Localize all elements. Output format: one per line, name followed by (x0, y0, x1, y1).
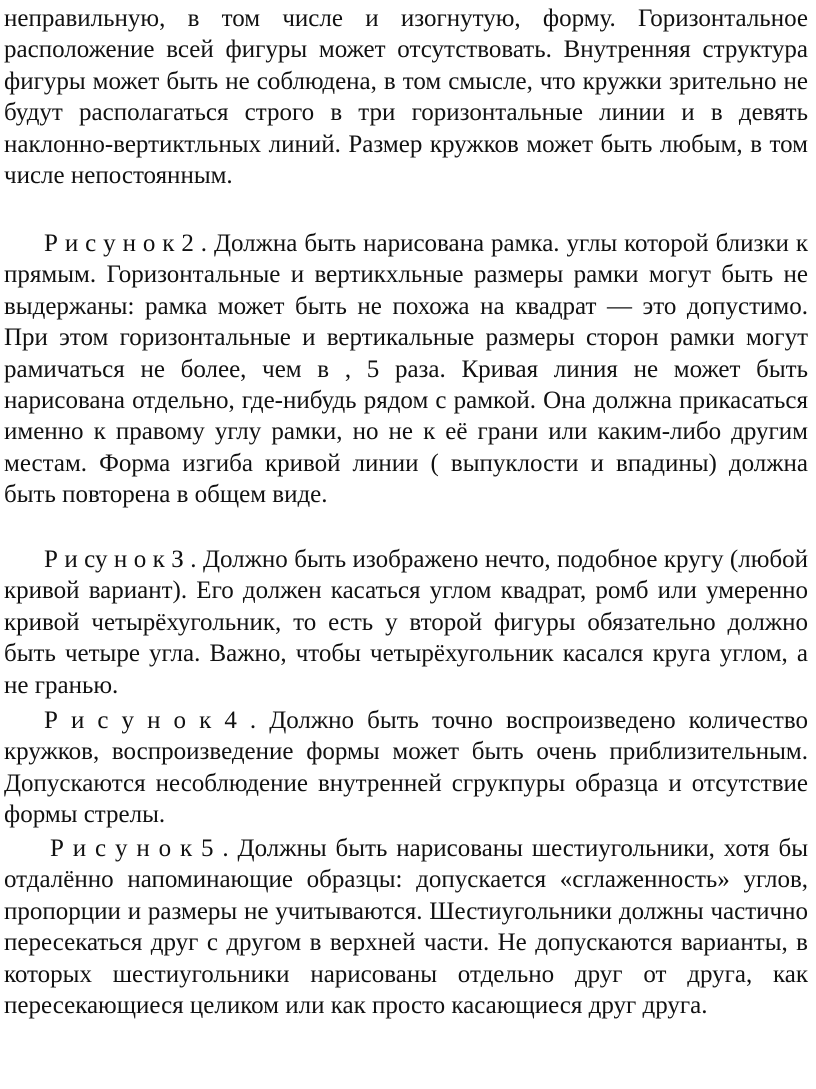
figure-3-label: Р и су н о к З . (44, 546, 197, 573)
paragraph-figure-3 (4, 544, 808, 701)
figure-5-label: Р и с у н о к 5 . (50, 835, 229, 862)
figure-4-label: Р и с у н о к 4 . (44, 707, 257, 734)
paragraph-figure-4 (4, 705, 808, 831)
paragraph-text: неправильную, в том числе и изогнутую, форму. Горизонтальное расположение всей фигуры может отсутствовать. Внутренняя структура фигуры может быть не соблюдена, в том смысле, что кружки зрительно не будут располагаться строго в три горизонтальные линии и в девять наклонно-вертиктльных линий. Размер кружков может быть любым, в том числе непостоянным. (4, 5, 808, 190)
paragraph-figure-5 (4, 833, 808, 1021)
paragraph-text: Должно быть изображено нечто, подобное кругу (любой кривой вариант). Его должен касаться углом квадрат, ромб или умеренно кривой четырёхугольник, то есть у второй фигуры обязательно должно быть четыре угла. Важно, чтобы четырёхугольник касался круга углом, а не гранью. (4, 546, 808, 699)
paragraph-figure-2 (4, 228, 808, 511)
paragraph-text: Должно быть точно воспроизведено количество кружков, воспроизведение формы может быть очень приблизительным. Допускаются несоблюдение внутренней сгрукпуры образца и отсутствие формы стрелы. (4, 707, 808, 829)
paragraph-figure-1-continuation (4, 3, 808, 191)
paragraph-text: Должны быть нарисованы шестиугольники, хотя бы отдалённо напоминающие образцы: допускается «сглаженность» углов, пропорции и размеры не учитываются. Шестиугольники должны частично пересекаться друг с другом в верхней части. Не допускаются варианты, в которых шестиугольники нарисованы отдельно друг от друга, как пересекающиеся целиком или как просто касающиеся друг друга. (4, 835, 808, 1020)
figure-2-label: Р и с у н о к 2 . (44, 230, 208, 257)
paragraph-text: Должна быть нарисована рамка. углы которой близки к прямым. Горизонтальные и вертикхльные размеры рамки могут быть не выдержаны: рамка может быть не похожа на квадрат — это допустимо. При этом горизонтальные и вертикальные размеры сторон рамки могут рамичаться не более, чем в , 5 раза. Кривая линия не может быть нарисована отдельно, где-нибудь рядом с рамкой. Она должна прикасаться именно к правому углу рамки, но не к её грани или каким-либо другим местам. Форма изгиба кривой линии ( выпуклости и впадины) должна быть повторена в общем виде. (4, 230, 808, 509)
